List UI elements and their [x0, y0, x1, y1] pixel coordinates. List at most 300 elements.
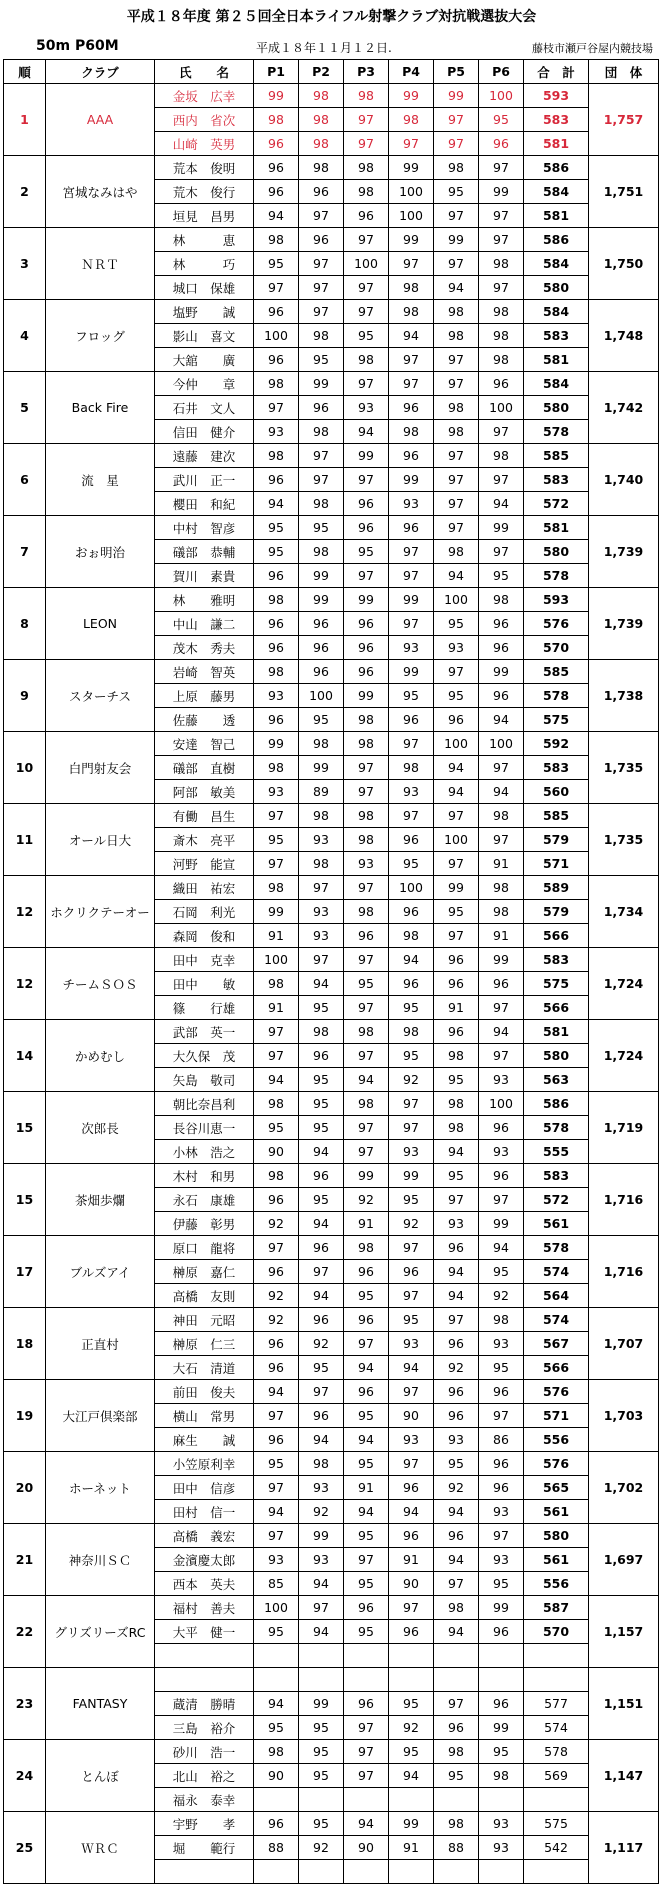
series-score-p1: 98: [254, 876, 299, 900]
series-score-p4: 96: [389, 900, 434, 924]
series-score-p1: 98: [254, 1092, 299, 1116]
team-rank: 22: [4, 1596, 46, 1668]
series-score-p3: 97: [344, 1332, 389, 1356]
series-score-p2: 95: [299, 1740, 344, 1764]
team-total: 1,738: [589, 660, 659, 732]
series-score-p4: 97: [389, 132, 434, 156]
series-score-p3: 97: [344, 1740, 389, 1764]
table-row: [4, 1308, 659, 1332]
shooter-total: 583: [524, 1164, 589, 1188]
table-row: [4, 84, 659, 108]
series-score-p5: 98: [434, 1044, 479, 1068]
shooter-total: 571: [524, 852, 589, 876]
series-score-p5: 92: [434, 1476, 479, 1500]
team-club: スターチス: [46, 660, 155, 732]
shooter-name: 西本 英夫: [155, 1572, 254, 1596]
shooter-total: 574: [524, 1308, 589, 1332]
series-score-p3: 92: [344, 1188, 389, 1212]
series-score-p1: 96: [254, 1188, 299, 1212]
series-score-p6: 93: [479, 1548, 524, 1572]
series-score-p5: 100: [434, 588, 479, 612]
series-score-p5: 95: [434, 684, 479, 708]
series-score-p4: 95: [389, 684, 434, 708]
series-score-p6: 93: [479, 1836, 524, 1860]
series-score-p2: 96: [299, 396, 344, 420]
series-score-p1: 96: [254, 612, 299, 636]
series-score-p5: [434, 1860, 479, 1884]
table-row: [4, 660, 659, 684]
shooter-name: 今仲 章: [155, 372, 254, 396]
shooter-name: 篠 行雄: [155, 996, 254, 1020]
series-score-p4: 99: [389, 1812, 434, 1836]
series-score-p4: 93: [389, 1140, 434, 1164]
shooter-name: 林 恵: [155, 228, 254, 252]
series-score-p4: 96: [389, 1524, 434, 1548]
team-rank: 18: [4, 1308, 46, 1380]
series-score-p3: 96: [344, 1308, 389, 1332]
series-score-p1: 93: [254, 684, 299, 708]
table-row: [4, 1236, 659, 1260]
series-score-p3: 98: [344, 1236, 389, 1260]
series-score-p1: 96: [254, 636, 299, 660]
series-score-p5: 93: [434, 1428, 479, 1452]
series-score-p4: 91: [389, 1836, 434, 1860]
shooter-name: 三島 裕介: [155, 1716, 254, 1740]
series-score-p6: 95: [479, 1740, 524, 1764]
series-score-p2: 99: [299, 1692, 344, 1716]
shooter-name: 伊藤 彰男: [155, 1212, 254, 1236]
series-score-p5: 94: [434, 1140, 479, 1164]
shooter-total: 556: [524, 1572, 589, 1596]
series-score-p2: 95: [299, 1068, 344, 1092]
series-score-p3: 98: [344, 1092, 389, 1116]
shooter-name: 信田 健介: [155, 420, 254, 444]
team-total: 1,739: [589, 516, 659, 588]
series-score-p1: 92: [254, 1284, 299, 1308]
series-score-p2: 92: [299, 1332, 344, 1356]
series-score-p3: 95: [344, 1572, 389, 1596]
series-score-p2: 94: [299, 1140, 344, 1164]
table-row: [4, 1380, 659, 1404]
series-score-p3: 96: [344, 492, 389, 516]
series-score-p3: 99: [344, 444, 389, 468]
series-score-p5: 94: [434, 276, 479, 300]
shooter-name: 上原 藤男: [155, 684, 254, 708]
series-score-p2: 99: [299, 756, 344, 780]
series-score-p1: 94: [254, 1068, 299, 1092]
team-club: LEON: [46, 588, 155, 660]
team-rank: 21: [4, 1524, 46, 1596]
series-score-p6: 98: [479, 1308, 524, 1332]
series-score-p5: 96: [434, 1236, 479, 1260]
series-score-p6: 97: [479, 1188, 524, 1212]
team-club: ブルズアイ: [46, 1236, 155, 1308]
series-score-p1: 93: [254, 1548, 299, 1572]
series-score-p4: 98: [389, 756, 434, 780]
series-score-p1: 91: [254, 924, 299, 948]
shooter-total: 574: [524, 1716, 589, 1740]
series-score-p4: 97: [389, 252, 434, 276]
team-club: ホクリクテーオー: [46, 876, 155, 948]
shooter-name: 遠藤 建次: [155, 444, 254, 468]
series-score-p4: 99: [389, 468, 434, 492]
table-row: [4, 1020, 659, 1044]
series-score-p1: 94: [254, 492, 299, 516]
table-row: [4, 228, 659, 252]
series-score-p2: 96: [299, 612, 344, 636]
series-score-p1: 95: [254, 1620, 299, 1644]
series-score-p1: 99: [254, 732, 299, 756]
series-score-p3: 98: [344, 156, 389, 180]
shooter-name: 宇野 孝: [155, 1812, 254, 1836]
series-score-p2: 95: [299, 1356, 344, 1380]
series-score-p2: [299, 1644, 344, 1668]
series-score-p2: 100: [299, 684, 344, 708]
series-score-p5: 98: [434, 1092, 479, 1116]
table-row: [4, 1164, 659, 1188]
series-score-p2: 95: [299, 1188, 344, 1212]
series-score-p6: 96: [479, 1452, 524, 1476]
series-score-p3: 99: [344, 1164, 389, 1188]
series-score-p5: 95: [434, 1764, 479, 1788]
shooter-total: 589: [524, 876, 589, 900]
shooter-total: 571: [524, 1404, 589, 1428]
series-score-p2: 95: [299, 996, 344, 1020]
team-total: 1,147: [589, 1740, 659, 1812]
series-score-p4: 95: [389, 996, 434, 1020]
header-p2: P2: [299, 60, 344, 84]
series-score-p6: 93: [479, 1500, 524, 1524]
series-score-p1: 98: [254, 1164, 299, 1188]
shooter-total: 576: [524, 1452, 589, 1476]
series-score-p2: 93: [299, 828, 344, 852]
shooter-name: 茂木 秀夫: [155, 636, 254, 660]
series-score-p6: 95: [479, 1260, 524, 1284]
series-score-p6: 97: [479, 228, 524, 252]
shooter-name: 石岡 利光: [155, 900, 254, 924]
shooter-total: 578: [524, 1116, 589, 1140]
shooter-name: 長谷川恵一: [155, 1116, 254, 1140]
series-score-p5: [434, 1644, 479, 1668]
series-score-p3: 95: [344, 1452, 389, 1476]
table-row: [4, 732, 659, 756]
series-score-p3: 95: [344, 1284, 389, 1308]
series-score-p4: 99: [389, 1164, 434, 1188]
series-score-p5: 94: [434, 1620, 479, 1644]
series-score-p5: 97: [434, 204, 479, 228]
series-score-p6: 96: [479, 636, 524, 660]
team-club: グリズリーズRC: [46, 1596, 155, 1668]
series-score-p2: 92: [299, 1500, 344, 1524]
series-score-p4: 93: [389, 1332, 434, 1356]
series-score-p6: 99: [479, 180, 524, 204]
series-score-p4: 99: [389, 84, 434, 108]
series-score-p4: 93: [389, 1428, 434, 1452]
shooter-name: 砂川 浩一: [155, 1740, 254, 1764]
series-score-p5: 98: [434, 1596, 479, 1620]
team-total: 1,748: [589, 300, 659, 372]
series-score-p3: 95: [344, 972, 389, 996]
shooter-total: 577: [524, 1692, 589, 1716]
series-score-p2: 97: [299, 204, 344, 228]
team-total: 1,735: [589, 732, 659, 804]
shooter-name: 林 巧: [155, 252, 254, 276]
series-score-p3: 96: [344, 1596, 389, 1620]
series-score-p1: 98: [254, 228, 299, 252]
series-score-p1: 95: [254, 252, 299, 276]
team-total: 1,719: [589, 1092, 659, 1164]
team-total: 1,707: [589, 1308, 659, 1380]
series-score-p3: 98: [344, 180, 389, 204]
shooter-name: 大平 健一: [155, 1620, 254, 1644]
shooter-name: 小林 浩之: [155, 1140, 254, 1164]
series-score-p4: 95: [389, 1692, 434, 1716]
series-score-p5: 93: [434, 636, 479, 660]
shooter-name: [155, 1860, 254, 1884]
series-score-p6: 91: [479, 852, 524, 876]
shooter-name: 横山 常男: [155, 1404, 254, 1428]
series-score-p2: 99: [299, 1524, 344, 1548]
series-score-p6: 98: [479, 348, 524, 372]
team-club: フロッグ: [46, 300, 155, 372]
shooter-name: 山崎 英男: [155, 132, 254, 156]
series-score-p6: 97: [479, 420, 524, 444]
shooter-total: 579: [524, 828, 589, 852]
team-total: 1,151: [589, 1668, 659, 1740]
series-score-p5: 98: [434, 1116, 479, 1140]
team-total: 1,757: [589, 84, 659, 156]
team-total: 1,157: [589, 1596, 659, 1668]
series-score-p1: 100: [254, 1596, 299, 1620]
team-total: 1,703: [589, 1380, 659, 1452]
shooter-name: 金濱慶太郎: [155, 1548, 254, 1572]
shooter-total: 556: [524, 1428, 589, 1452]
series-score-p5: 91: [434, 996, 479, 1020]
shooter-name: 木村 和男: [155, 1164, 254, 1188]
table-row: [4, 1668, 659, 1692]
series-score-p3: 91: [344, 1212, 389, 1236]
series-score-p6: 95: [479, 1572, 524, 1596]
shooter-name: 荒木 俊行: [155, 180, 254, 204]
series-score-p3: 97: [344, 1716, 389, 1740]
shooter-name: 賀川 素貴: [155, 564, 254, 588]
shooter-total: 583: [524, 324, 589, 348]
series-score-p5: 97: [434, 348, 479, 372]
series-score-p3: 96: [344, 636, 389, 660]
series-score-p4: 96: [389, 708, 434, 732]
series-score-p5: 97: [434, 444, 479, 468]
team-club: Back Fire: [46, 372, 155, 444]
team-rank: 17: [4, 1236, 46, 1308]
shooter-total: 561: [524, 1212, 589, 1236]
series-score-p3: [344, 1860, 389, 1884]
series-score-p6: 97: [479, 1044, 524, 1068]
team-club: AAA: [46, 84, 155, 156]
series-score-p1: 100: [254, 324, 299, 348]
shooter-name: 佐藤 透: [155, 708, 254, 732]
shooter-name: 榊原 嘉仁: [155, 1260, 254, 1284]
series-score-p6: 97: [479, 156, 524, 180]
series-score-p5: 96: [434, 1524, 479, 1548]
team-rank: 19: [4, 1380, 46, 1452]
shooter-name: 影山 喜文: [155, 324, 254, 348]
series-score-p6: 100: [479, 732, 524, 756]
series-score-p2: 97: [299, 1260, 344, 1284]
series-score-p2: 95: [299, 1764, 344, 1788]
shooter-total: 563: [524, 1068, 589, 1092]
series-score-p3: 98: [344, 1020, 389, 1044]
series-score-p1: 94: [254, 204, 299, 228]
shooter-total: 566: [524, 924, 589, 948]
series-score-p1: 97: [254, 852, 299, 876]
table-row: [4, 1092, 659, 1116]
event-date: 平成１８年１１月１２日.: [256, 41, 392, 55]
team-rank: 11: [4, 804, 46, 876]
series-score-p2: 98: [299, 1452, 344, 1476]
series-score-p5: 98: [434, 420, 479, 444]
series-score-p2: 99: [299, 564, 344, 588]
series-score-p6: 98: [479, 252, 524, 276]
team-total: 1,735: [589, 804, 659, 876]
team-total: 1,117: [589, 1812, 659, 1884]
series-score-p4: 96: [389, 828, 434, 852]
series-score-p1: 97: [254, 1524, 299, 1548]
series-score-p5: 96: [434, 1716, 479, 1740]
series-score-p6: 94: [479, 492, 524, 516]
series-score-p4: 93: [389, 492, 434, 516]
series-score-p5: [434, 1668, 479, 1692]
series-score-p2: 96: [299, 1404, 344, 1428]
series-score-p2: 95: [299, 708, 344, 732]
series-score-p4: 98: [389, 300, 434, 324]
series-score-p6: 96: [479, 1620, 524, 1644]
series-score-p6: [479, 1644, 524, 1668]
shooter-name: 金坂 広幸: [155, 84, 254, 108]
series-score-p6: 98: [479, 444, 524, 468]
series-score-p4: 96: [389, 1476, 434, 1500]
series-score-p1: 94: [254, 1380, 299, 1404]
team-club: ＮＲＴ: [46, 228, 155, 300]
shooter-total: 579: [524, 900, 589, 924]
series-score-p3: 98: [344, 732, 389, 756]
shooter-name: 高橋 友則: [155, 1284, 254, 1308]
results-body: [4, 84, 659, 1884]
series-score-p2: 98: [299, 84, 344, 108]
series-score-p5: 97: [434, 252, 479, 276]
table-row: [4, 804, 659, 828]
shooter-total: 586: [524, 1092, 589, 1116]
table-row: [4, 444, 659, 468]
series-score-p4: 90: [389, 1404, 434, 1428]
shooter-name: 麻生 誠: [155, 1428, 254, 1452]
shooter-total: 584: [524, 180, 589, 204]
series-score-p5: 96: [434, 972, 479, 996]
series-score-p3: 97: [344, 996, 389, 1020]
series-score-p3: 97: [344, 300, 389, 324]
series-score-p1: 95: [254, 1716, 299, 1740]
series-score-p5: [434, 1788, 479, 1812]
header-p1: P1: [254, 60, 299, 84]
shooter-total: 569: [524, 1764, 589, 1788]
series-score-p3: 97: [344, 372, 389, 396]
series-score-p5: 94: [434, 1284, 479, 1308]
series-score-p4: 95: [389, 852, 434, 876]
series-score-p5: 95: [434, 900, 479, 924]
series-score-p3: 97: [344, 1140, 389, 1164]
series-score-p6: 94: [479, 708, 524, 732]
team-rank: 8: [4, 588, 46, 660]
series-score-p1: 94: [254, 1500, 299, 1524]
shooter-name: 中山 謙二: [155, 612, 254, 636]
series-score-p2: 97: [299, 948, 344, 972]
shooter-total: 584: [524, 252, 589, 276]
series-score-p2: 93: [299, 1548, 344, 1572]
series-score-p3: 94: [344, 1812, 389, 1836]
series-score-p6: 97: [479, 1524, 524, 1548]
team-total: 1,734: [589, 876, 659, 948]
shooter-name: 堀 範行: [155, 1836, 254, 1860]
shooter-total: 576: [524, 612, 589, 636]
series-score-p5: 96: [434, 708, 479, 732]
series-score-p5: 88: [434, 1836, 479, 1860]
series-score-p4: 94: [389, 948, 434, 972]
series-score-p2: 98: [299, 852, 344, 876]
team-club: ＷＲＣ: [46, 1812, 155, 1884]
series-score-p1: 96: [254, 1428, 299, 1452]
series-score-p3: 97: [344, 948, 389, 972]
series-score-p5: 97: [434, 1188, 479, 1212]
team-rank: 15: [4, 1164, 46, 1236]
shooter-total: 570: [524, 636, 589, 660]
series-score-p4: 100: [389, 876, 434, 900]
series-score-p5: 95: [434, 180, 479, 204]
series-score-p3: 93: [344, 852, 389, 876]
series-score-p5: 98: [434, 300, 479, 324]
series-score-p1: 95: [254, 516, 299, 540]
shooter-name: 中村 智彦: [155, 516, 254, 540]
shooter-name: 大久保 茂: [155, 1044, 254, 1068]
shooter-name: 礒部 恭輔: [155, 540, 254, 564]
shooter-total: 583: [524, 756, 589, 780]
series-score-p2: 97: [299, 1380, 344, 1404]
shooter-total: 580: [524, 396, 589, 420]
series-score-p1: 91: [254, 996, 299, 1020]
shooter-total: 572: [524, 1188, 589, 1212]
series-score-p1: 98: [254, 756, 299, 780]
series-score-p5: 94: [434, 1260, 479, 1284]
series-score-p4: 92: [389, 1716, 434, 1740]
series-score-p6: 100: [479, 84, 524, 108]
shooter-name: 永石 康雄: [155, 1188, 254, 1212]
shooter-total: 578: [524, 1740, 589, 1764]
shooter-name: 垣見 昌男: [155, 204, 254, 228]
series-score-p2: 94: [299, 1620, 344, 1644]
team-total: 1,724: [589, 1020, 659, 1092]
series-score-p4: 94: [389, 324, 434, 348]
shooter-total: 586: [524, 156, 589, 180]
team-club: 白門射友会: [46, 732, 155, 804]
series-score-p3: 97: [344, 468, 389, 492]
series-score-p2: 96: [299, 1044, 344, 1068]
series-score-p5: 97: [434, 924, 479, 948]
series-score-p2: 97: [299, 876, 344, 900]
series-score-p1: 98: [254, 972, 299, 996]
table-row: [4, 948, 659, 972]
series-score-p5: 97: [434, 516, 479, 540]
shooter-name: 河野 能宣: [155, 852, 254, 876]
team-rank: 4: [4, 300, 46, 372]
series-score-p6: 97: [479, 468, 524, 492]
